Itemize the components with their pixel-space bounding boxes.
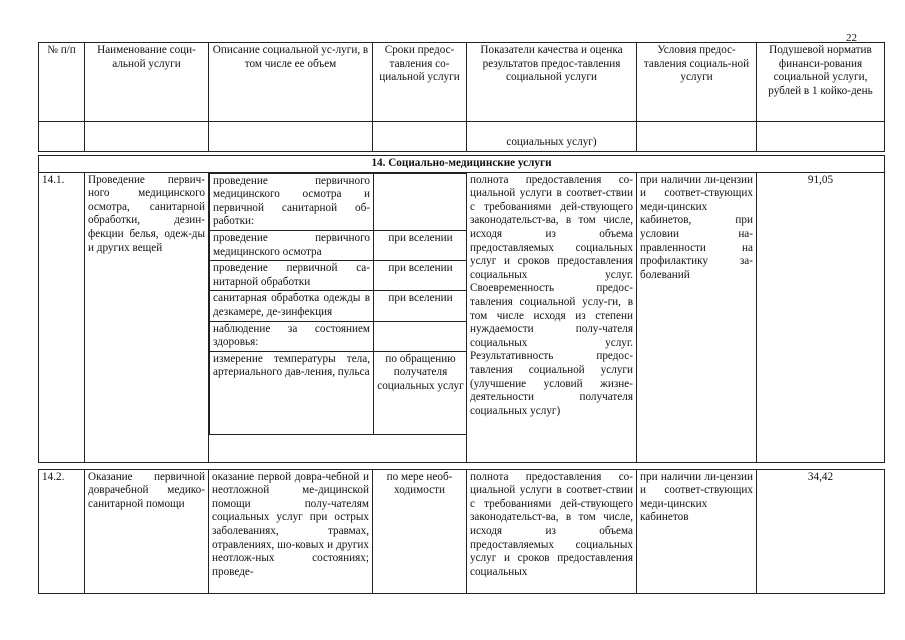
header-col-desc: Описание социальной ус-луги, в том числе ее объем (209, 43, 373, 122)
services-table (38, 42, 885, 594)
sub-term (374, 173, 467, 230)
sub-items-table (209, 173, 467, 435)
row-num: 14.1. (39, 172, 85, 462)
table-row (39, 469, 885, 593)
sub-term: при вселении (374, 261, 467, 291)
continuation-quality: социальных услуг) (467, 122, 637, 152)
row-conditions: при наличии ли-цензии и соответ-ствующих меди-цинских кабинетов (637, 469, 757, 593)
sub-desc: наблюдение за состоянием здоровья: (210, 321, 374, 351)
sub-term: при вселении (374, 291, 467, 321)
row-desc: оказание первой довра-чебной и неотложной ме-дицинской помощи полу-чателям социальных услуг при острых заболеваниях, травмах, отравлениях, шо-ковых и других неотлож-ных состояниях; проведе- (209, 469, 373, 593)
section-title: 14. Социально-медицинские услуги (39, 156, 885, 173)
table-row (39, 172, 885, 462)
header-col-num: № п/п (39, 43, 85, 122)
header-col-name: Наименование соци-альной услуги (85, 43, 209, 122)
sub-term (374, 321, 467, 351)
table-header-row (39, 43, 885, 122)
row-quality: полнота предоставления со-циальной услуги в соответ-ствии с требованиями дей-ствующего законодательст-ва, в том числе, исходя из объема предоставляемых социальных услуг и сроков предоставления социальных услуг. Своевременность предос-тавления социальной услу-ги, в том числе исходя из степени нуждаемости полу-чателя социальных услуг. Результативность предос-тавления социальной услуги (улучшение условий жизне-деятельности получателя социальных услуг) (467, 172, 637, 462)
sub-desc: проведение первичного медицинского осмотра и первичной санитарной об-работки: (210, 173, 374, 230)
sub-desc: измерение температуры тела, артериального дав-ления, пульса (210, 351, 374, 434)
row-quality: полнота предоставления со-циальной услуги в соответ-ствии с требованиями дей-ствующего законодательст-ва, в том числе, исходя из объема предоставляемых социальных услуг и сроков предоставления социальных (467, 469, 637, 593)
row-term: по мере необ-ходимости (373, 469, 467, 593)
sub-desc: санитарная обработка одежды в дезкамере, де-зинфекция (210, 291, 374, 321)
sub-term: по обращению получателя социальных услуг (374, 351, 467, 434)
sub-desc: проведение первичной са-нитарной обработки (210, 261, 374, 291)
sub-desc: проведение первичного медицинского осмотра (210, 230, 374, 260)
row-num: 14.2. (39, 469, 85, 593)
row-norm: 91,05 (757, 172, 885, 462)
row-norm: 34,42 (757, 469, 885, 593)
header-col-term: Сроки предос-тавления со-циальной услуги (373, 43, 467, 122)
sub-term: при вселении (374, 230, 467, 260)
page-number: 22 (846, 32, 857, 44)
header-col-quality: Показатели качества и оценка результатов предос-тавления социальной услуги (467, 43, 637, 122)
header-col-conditions: Условия предос-тавления социаль-ной услуги (637, 43, 757, 122)
section-row (39, 156, 885, 173)
header-col-norm: Подушевой норматив финанси-рования социальной услуги, рублей в 1 койко-день (757, 43, 885, 122)
row-name: Оказание первичной доврачебной медико-санитарной помощи (85, 469, 209, 593)
continuation-row (39, 122, 885, 152)
row-name: Проведение первич-ного медицинского осмотра, санитарной обработки, дезин-фекции белья, одеж-ды и других вещей (85, 172, 209, 462)
row-conditions: при наличии ли-цензии и соответ-ствующих меди-цинских кабинетов, при условии на-правленности на профилактику за-болеваний (637, 172, 757, 462)
